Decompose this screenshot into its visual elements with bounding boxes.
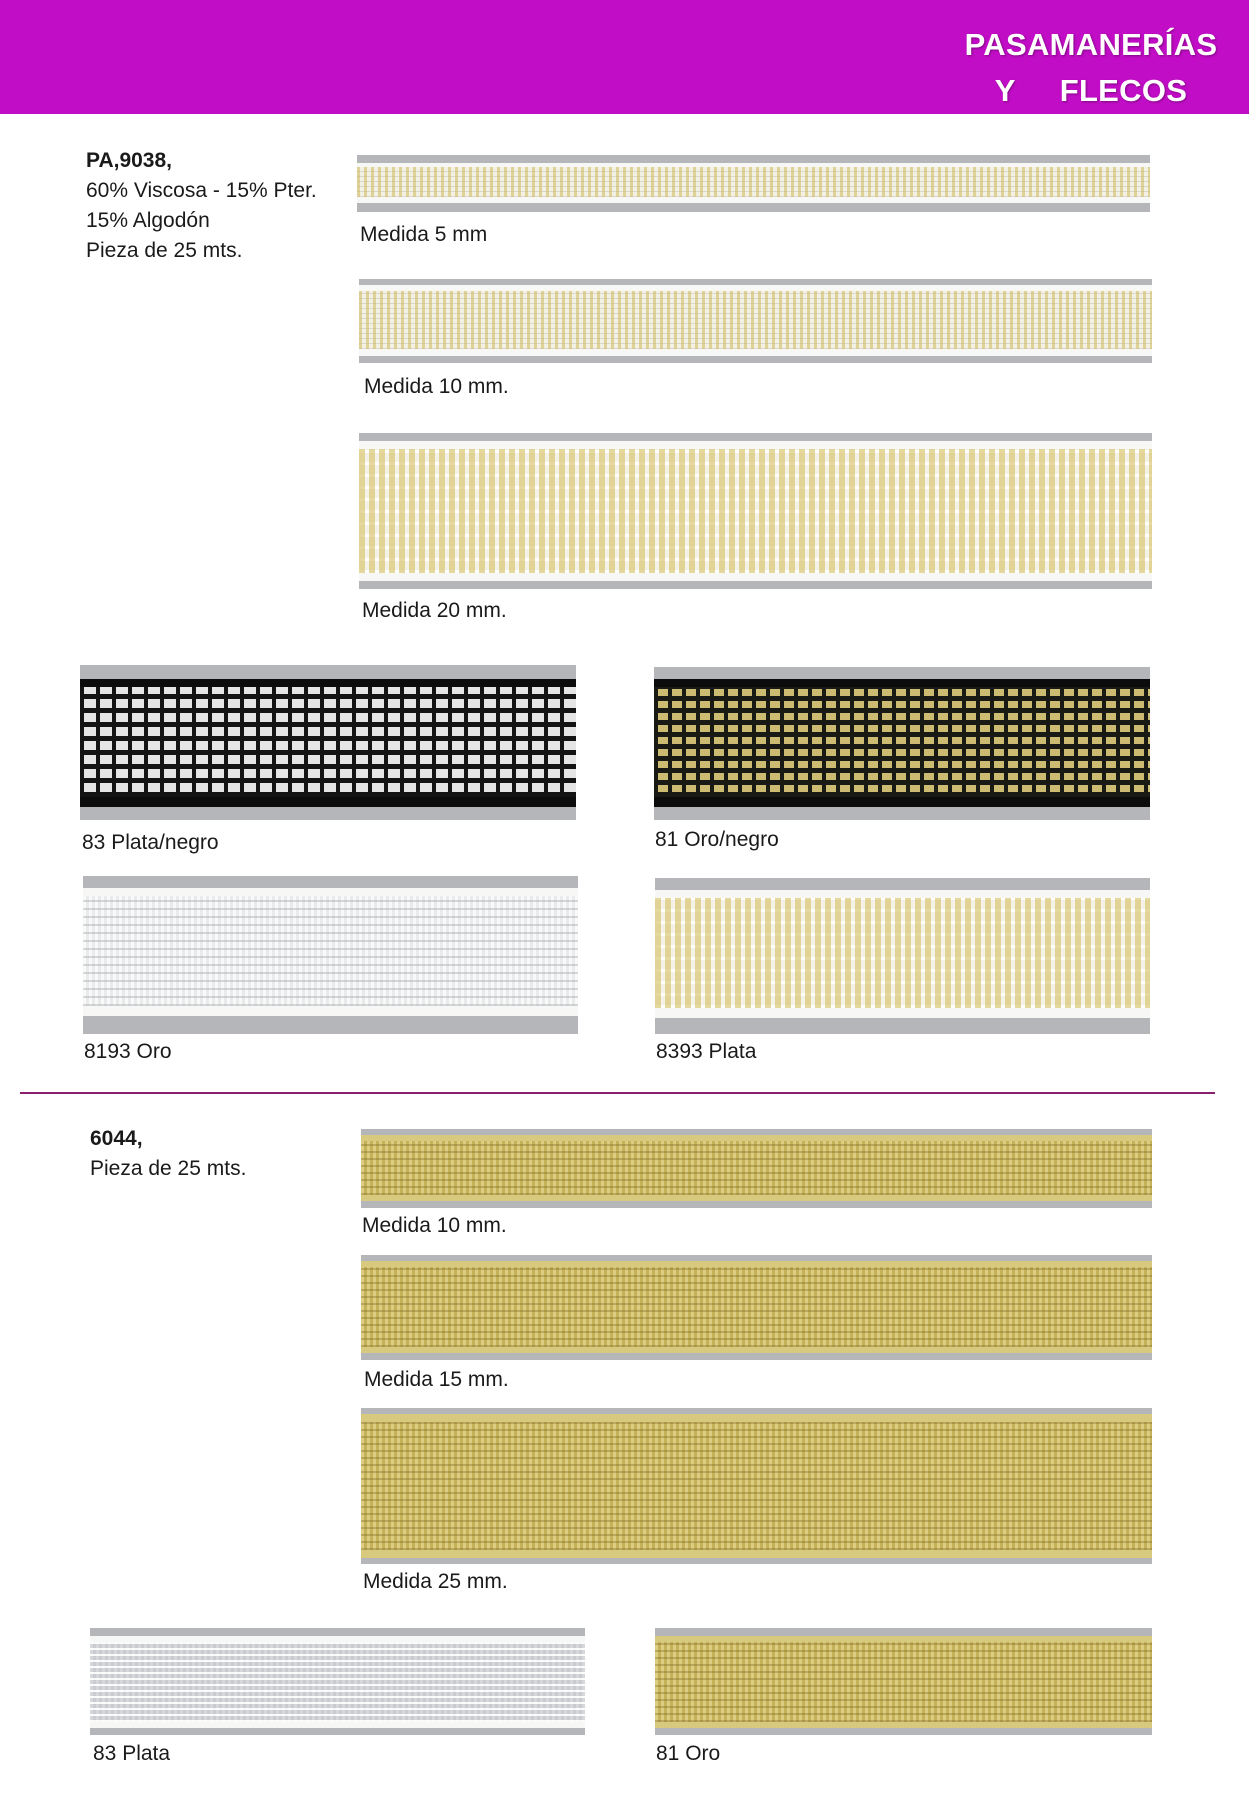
ribbon-variant-81-oro — [655, 1628, 1152, 1735]
product-info-pa9038 — [86, 146, 317, 266]
variant-caption: 81 Oro — [656, 1742, 721, 1765]
product-piece-length: Pieza de 25 mts. — [86, 239, 243, 262]
page-header — [0, 0, 1249, 114]
ribbon-variant-8193-oro — [83, 876, 578, 1034]
product-info-6044 — [90, 1124, 246, 1184]
variant-caption: 81 Oro/negro — [655, 828, 779, 851]
product-code: PA,9038, — [86, 149, 172, 172]
variant-caption: 83 Plata/negro — [82, 831, 219, 854]
header-title-line1: PASAMANERÍAS — [964, 27, 1218, 62]
ribbon-sample-15mm-gold — [361, 1255, 1152, 1360]
ribbon-variant-83-plata — [90, 1628, 585, 1735]
variant-caption: 8193 Oro — [84, 1040, 172, 1063]
product-composition-line2: 15% Algodón — [86, 209, 210, 232]
ribbon-sample-20mm — [359, 433, 1152, 589]
ribbon-sample-5mm — [357, 155, 1150, 212]
variant-caption: 8393 Plata — [656, 1040, 757, 1063]
variant-caption: 83 Plata — [93, 1742, 171, 1765]
sample-caption: Medida 25 mm. — [363, 1570, 508, 1593]
sample-caption: Medida 15 mm. — [364, 1368, 509, 1391]
product-code: 6044, — [90, 1127, 143, 1150]
product-composition-line1: 60% Viscosa - 15% Pter. — [86, 179, 317, 202]
ribbon-variant-83-plata-negro — [80, 665, 576, 820]
ribbon-variant-81-oro-negro — [654, 667, 1150, 820]
header-title — [961, 22, 1221, 114]
ribbon-sample-25mm-gold — [361, 1408, 1152, 1564]
sample-caption: Medida 10 mm. — [364, 375, 509, 398]
header-title-line2: Y FLECOS — [994, 73, 1188, 108]
ribbon-sample-10mm — [359, 279, 1152, 363]
sample-caption: Medida 20 mm. — [362, 599, 507, 622]
ribbon-sample-10mm-gold — [361, 1129, 1152, 1208]
sample-caption: Medida 10 mm. — [362, 1214, 507, 1237]
section-divider — [20, 1092, 1215, 1094]
product-piece-length: Pieza de 25 mts. — [90, 1157, 247, 1180]
ribbon-variant-8393-plata — [655, 878, 1150, 1034]
sample-caption: Medida 5 mm — [360, 223, 488, 246]
